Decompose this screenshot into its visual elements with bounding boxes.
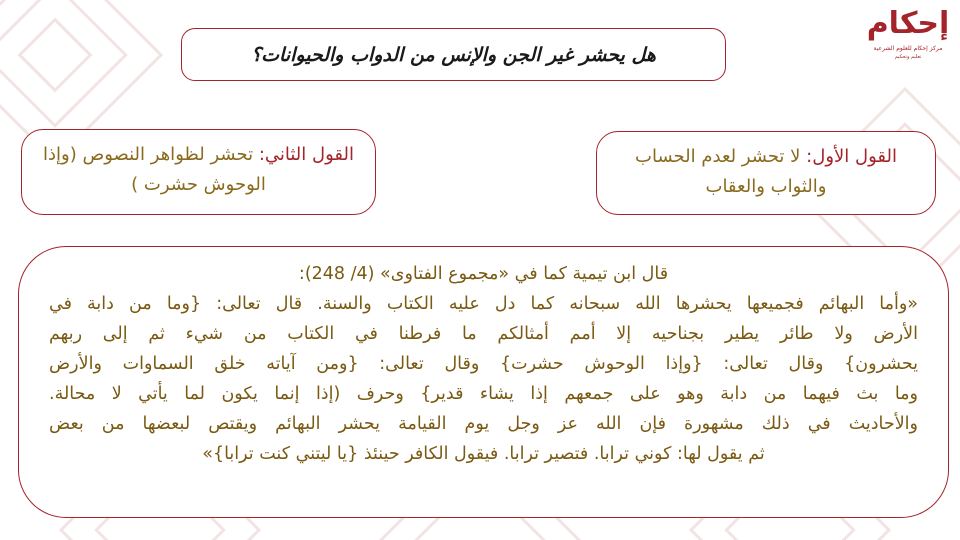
title-box — [181, 28, 726, 81]
logo-subtitle: مركز إحكام للعلوم الشرعية — [873, 45, 943, 52]
quote-citation: قال ابن تيمية كما في «مجموع الفتاوى» (4/ 248): — [298, 264, 669, 284]
quote-line: «وأما البهائم فجميعها يحشرها الله سبحانه كما دل عليه الكتاب والسنة. قال تعالى: {وما من دابة في — [49, 294, 918, 314]
quote-line: والأحاديث في ذلك مشهورة فإن الله عز وجل يوم القيامة يحشر البهائم ويقتص لبعضها من بعض — [49, 414, 918, 434]
opinion-second-box — [21, 129, 376, 215]
opinion-second-text: تحشر لظواهر النصوص (وإذا الوحوش حشرت ) — [43, 144, 266, 195]
slide-title: هل يحشر غير الجن والإنس من الدواب والحيوانات؟ — [251, 43, 656, 66]
quote-line: ثم يقول لها: كوني ترابا. فتصير ترابا. فيقول الكافر حينئذ {يا ليتني كنت ترابا}» — [202, 444, 765, 464]
opinion-first-text: لا تحشر لعدم الحساب والثواب والعقاب — [635, 146, 827, 197]
quote-box — [18, 246, 949, 518]
logo-wordmark: إحكام — [866, 6, 950, 41]
quote-line: الأرض ولا طائر يطير بجناحيه إلا أمم أمثالكم ما فرطنا في الكتاب من شيء ثم إلى ربهم — [49, 324, 918, 344]
brand-logo — [858, 4, 958, 76]
quote-line: يحشرون} وقال تعالى: {وإذا الوحوش حشرت} وقال تعالى: {ومن آياته خلق السماوات والأرض — [49, 354, 918, 374]
opinion-second-label: القول الثاني: — [258, 144, 354, 165]
quote-line: وما بث فيهما من دابة وهو على جمعهم إذا يشاء قدير} وحرف (إذا إنما يكون لما يأتي لا محالة. — [49, 384, 918, 404]
opinion-first-label: القول الأول: — [806, 146, 897, 167]
opinion-first-box — [596, 131, 936, 215]
logo-tagline: تعليم وتحكيم — [894, 54, 922, 60]
